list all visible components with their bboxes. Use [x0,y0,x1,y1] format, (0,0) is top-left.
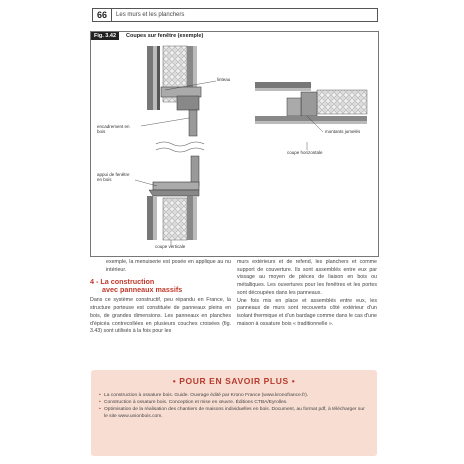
more-info-item: • La construction à ossature bois. Guide. Ouvrage édité par Krono France (www.kronofrance.fr). [99,392,369,399]
running-title: Les murs et les planchers [116,12,185,18]
label-appui: appui de fenêtre en bois [97,172,130,183]
label-coupe-horizontale: coupe horizontale [287,150,323,155]
figure-tag: Fig. 3.42 [91,32,119,40]
right-paragraph-2: Une fois mis en place et assemblés entre eux, les panneaux de murs sont recouverts côté extérieur d'un isolant thermique et d'un bardage comme dans le cas d'une maison à ossature bois « traditionnelle ». [237,297,377,327]
page-header [92,8,378,22]
left-intro: exemple, la menuiserie est posée en applique au nu intérieur. [106,259,231,273]
figure-title: Coupes sur fenêtre (exemple) [126,33,204,39]
label-montants: montants jumelés [325,129,361,134]
figure-3-42 [90,31,379,257]
section-heading-line-1: 4 - La construction [90,277,155,287]
left-paragraph: Dans ce système constructif, peu répandu en France, la structure porteuse est constituée de panneaux pleins en bois, de grandes dimensions. Les panneaux en planches d'épicéa contrecollées en plusieurs couches croisées (fig. 3.43) sont utilisés à la fois pour les [90,297,231,335]
right-column [237,259,377,328]
window-section-drawing [91,32,378,256]
more-info-title: • POUR EN SAVOIR PLUS • [172,376,296,386]
more-info-item: • Optimisation de la réalisation des chantiers de maisons individuelles en bois. Document, au format pdf, à télécharger sur le site www.unionbois.com. [99,406,369,420]
more-info-item: • Construction à ossature bois. Conception et mise en œuvre. Éditions CTBA/Eyrolles. [99,399,369,406]
section-heading-line-2: avec panneaux massifs [102,285,183,295]
more-info-list [99,392,369,420]
label-linteau: linteau [217,77,231,82]
section-heading [90,278,231,294]
label-encadrement: encadrement en bois [97,124,130,135]
right-paragraph-1: murs extérieurs et de refend, les planchers et comme support de couverture. Ils sont assemblés entre eux par vissage au moyen de pièces de liaison en bois ou métalliques. Les ouvertures pour les fenêtres et les portes sont découpées dans les panneaux. [237,259,377,296]
more-info-box [91,370,377,456]
left-column [90,259,231,336]
label-coupe-verticale: coupe verticale [155,244,186,249]
page-number: 66 [93,9,112,21]
